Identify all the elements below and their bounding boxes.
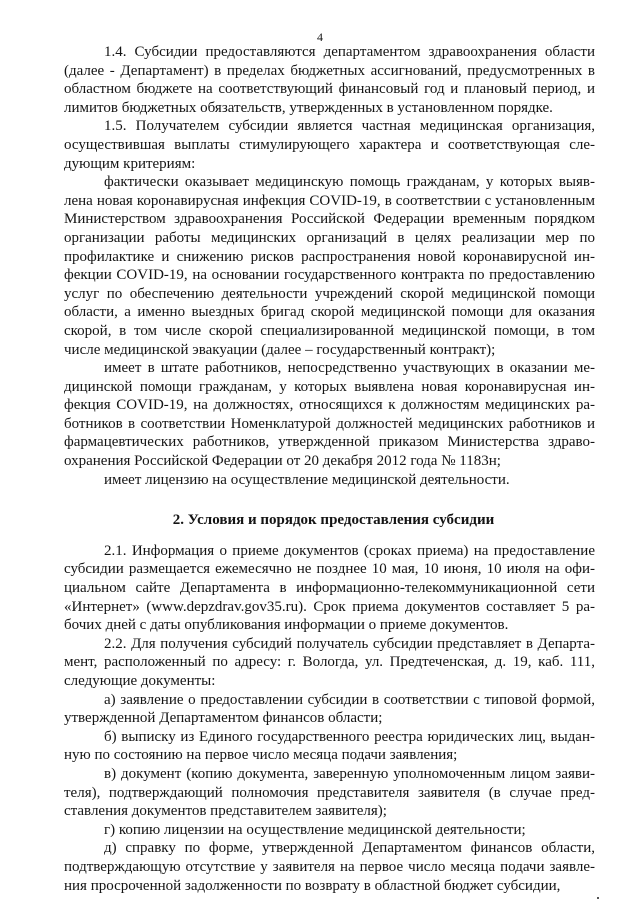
criterion-medical-help: фактически оказывает медицинскую помощь гражданам, у которых выявлена новая коронавирусная инфекция COVID-19, в соответствии с установленным Министерством здравоохранения Российской Федерации временным порядком организации работы медицинских организаций в целях реализации мер по профилактике и снижению рисков распространения новой коронавирусной инфекции COVID-19, на основании государственного контракта по предоставлению услуг по обеспечению деятельности учреждений скорой медицинской помощи области, а именно выездных бригад скорой медицинской помощи для оказания скорой, в том числе скорой специализированной медицинской помощи, в том числе медицинской эвакуации (далее – государственный контракт);	[64, 174, 595, 358]
paragraph-1-5: 1.5. Получателем субсидии является частная медицинская организация, осуществившая выплаты стимулирующего характера и соответствующая следующим критериям:	[64, 118, 595, 172]
scan-speck	[597, 897, 599, 899]
paragraph-1-4: 1.4. Субсидии предоставляются департаментом здравоохранения области (далее - Департамент) в пределах бюджетных ассигнований, предусмотренных в областном бюджете на соответствующий финансовый год и плановый период, и лимитов бюджетных обязательств, утвержденных в установленном порядке.	[64, 44, 595, 116]
paragraph-2-2: 2.2. Для получения субсидий получатель субсидии представляет в Департамент, расположенный по адресу: г. Вологда, ул. Предтеченская, д. 19, каб. 111, следующие документы:	[64, 635, 595, 689]
list-item-d: д) справку по форме, утвержденной Департаментом финансов области, подтверждающую отсутствие у заявителя на первое число месяца подачи заявления просроченной задолженности по возврату в областной бюджет субсидии,	[64, 840, 595, 894]
section-spacer	[64, 530, 595, 542]
document-body	[64, 43, 595, 895]
criterion-staff: имеет в штате работников, непосредственно участвующих в оказании медицинской помощи гражданам, у которых выявлена новая коронавирусная инфекция COVID-19, на должностях, относящихся к должностям медицинских работников в соответствии Номенклатурой должностей медицинских работников и фармацевтических работников, утвержденной приказом Министерства здравоохранения Российской Федерации от 20 декабря 2012 года № 1183н;	[64, 360, 595, 470]
paragraph-2-1: 2.1. Информация о приеме документов (сроках приема) на предоставление субсидии размещается ежемесячно не позднее 10 мая, 10 июня, 10 июля на официальном сайте Департамента в информационно-телекоммуникационной сети «Интернет» (www.depzdrav.gov35.ru). Срок приема документов составляет 5 рабочих дней с даты опубликования информации о приеме документов.	[64, 542, 595, 634]
list-item-a: а) заявление о предоставлении субсидии в соответствии с типовой формой, утвержденной Департаментом финансов области;	[64, 691, 595, 727]
list-item-v: в) документ (копию документа, заверенную уполномоченным лицом заявителя), подтверждающий полномочия представителя заявителя (в случае представления документов представителем заявителя);	[64, 765, 595, 820]
section-spacer	[64, 489, 595, 511]
criterion-license: имеет лицензию на осуществление медицинской деятельности.	[104, 471, 510, 488]
page-number: 4	[317, 30, 323, 44]
list-item-g: г) копию лицензии на осуществление медицинской деятельности;	[104, 821, 526, 838]
list-item-b: б) выписку из Единого государственного реестра юридических лиц, выданную по состоянию на первое число месяца подачи заявления;	[64, 728, 595, 764]
section-2-heading: 2. Условия и порядок предоставления субсидии	[172, 512, 495, 529]
